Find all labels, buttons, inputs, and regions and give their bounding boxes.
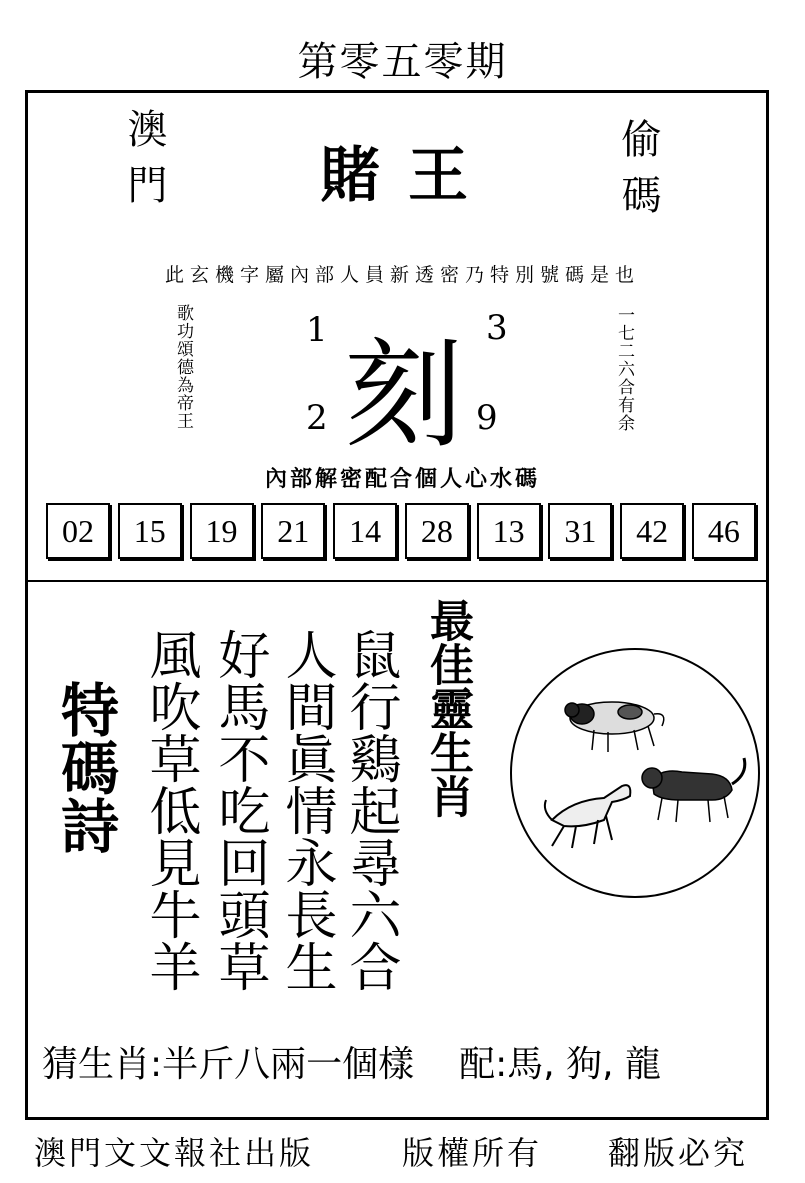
footer-publisher: 澳門文文報社出版 — [34, 1134, 315, 1172]
poem-line: 好馬不吃回頭草 — [209, 628, 269, 992]
match-values: 馬, 狗, 龍 — [507, 1044, 661, 1085]
dog-figure — [545, 785, 630, 848]
issue-title: 第零五零期 — [297, 39, 508, 85]
corner-right-label: 偷碼 — [615, 118, 661, 230]
code-box: 19 — [190, 503, 254, 559]
code-box: 14 — [333, 503, 397, 559]
section-divider — [28, 580, 766, 582]
number-bottom-left: 2 — [306, 398, 328, 438]
footer-warning: 翻版必究 — [608, 1134, 749, 1172]
guess-row — [42, 1036, 661, 1087]
number-top-left: 1 — [306, 310, 328, 350]
intro-line: 此玄機字屬內部人員新透密乃特別號碼是也 — [164, 264, 640, 286]
guess-label: 猜生肖: — [42, 1044, 163, 1085]
code-box: 15 — [118, 503, 182, 559]
code-box-row — [46, 498, 756, 564]
ox-figure — [565, 702, 664, 752]
poem-line: 風吹草低見牛羊 — [140, 628, 200, 992]
poem-line: 人間眞情永長生 — [276, 628, 336, 992]
code-box: 31 — [548, 503, 612, 559]
left-side-note: 歌功頌德為帝王 — [173, 304, 193, 430]
code-box: 46 — [692, 503, 756, 559]
guess-text: 半斤八兩一個樣 — [162, 1044, 415, 1085]
codes-heading: 內部解密配合個人心水碼 — [264, 467, 540, 492]
code-box: 28 — [405, 503, 469, 559]
right-side-note: 一七二六合有余 — [614, 306, 634, 432]
code-box: 02 — [46, 503, 110, 559]
code-box: 42 — [620, 503, 684, 559]
number-top-right: 3 — [486, 308, 508, 348]
center-character: 刻 — [345, 326, 464, 464]
animal-illustration — [512, 650, 758, 896]
corner-left-label: 澳門 — [121, 108, 167, 220]
tiger-figure — [642, 758, 745, 822]
zodiac-illustration-circle — [510, 648, 760, 898]
footer-rights: 版權所有 — [402, 1134, 543, 1172]
poem-line: 鼠行鷄起尋六合 — [340, 628, 400, 992]
code-box: 13 — [477, 503, 541, 559]
number-bottom-right: 9 — [476, 398, 498, 438]
best-zodiac-label: 最佳靈生肖 — [422, 598, 473, 818]
code-box: 21 — [261, 503, 325, 559]
match-label: 配: — [459, 1044, 508, 1085]
poem-label: 特碼詩 — [51, 680, 119, 854]
brand-title: 賭王 — [320, 141, 496, 211]
